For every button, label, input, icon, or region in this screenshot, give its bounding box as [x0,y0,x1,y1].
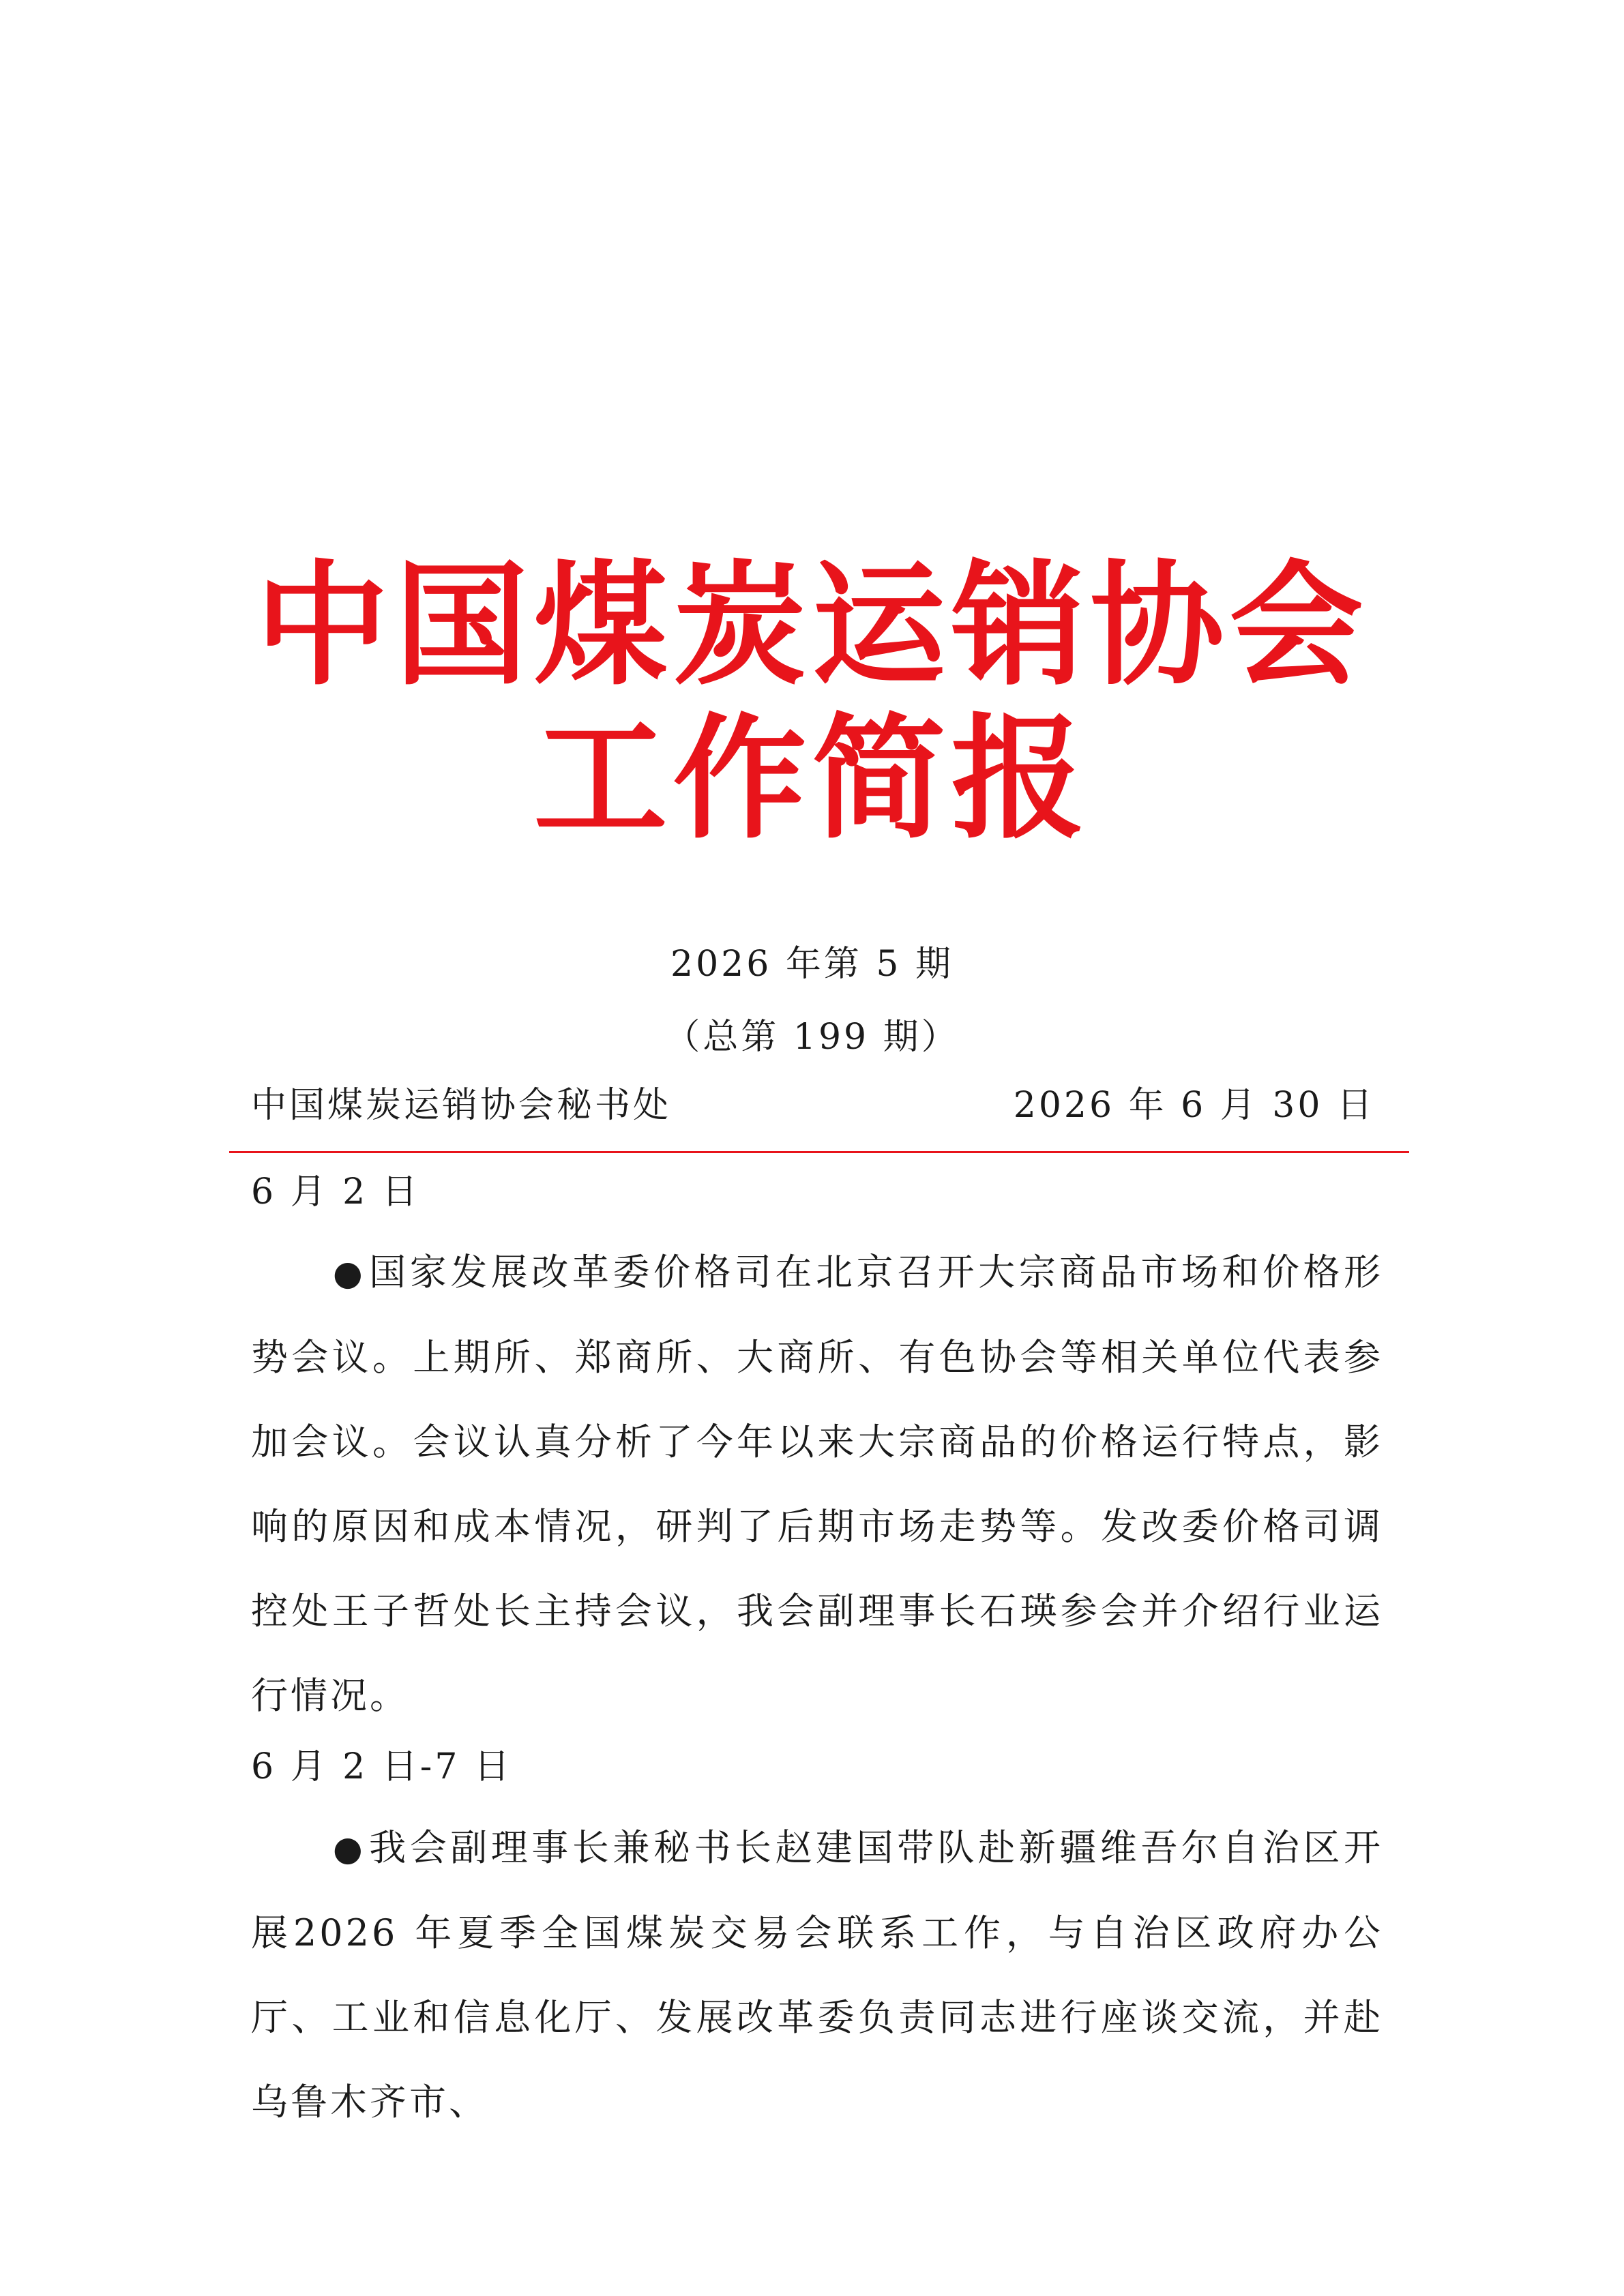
entry-text: 国家发展改革委价格司在北京召开大宗商品市场和价格形势会议。上期所、郑商所、大商所、有色协会等相关单位代表参加会议。会议认真分析了今年以来大宗商品的价格运行特点，影响的原因和成本情况，研判了后期市场走势等。发改委价格司调控处王子哲处长主持会议，我会副理事长石瑛参会并介绍行业运行情况。 [251,1251,1383,1717]
issue-number: 2026 年第 5 期 [670,944,954,985]
entry-date: 6 月 2 日-7 日 [251,1746,512,1787]
entry-text: 我会副理事长兼秘书长赵建国带队赴新疆维吾尔自治区开展2026 年夏季全国煤炭交易会联系工作，与自治区政府办公厅、工业和信息化厅、发展改革委负责同志进行座谈交流，并赴乌鲁木齐市、 [251,1826,1383,2123]
bullet-icon: ● [333,1253,367,1293]
masthead-subtitle: 工作简报 [533,702,1091,857]
header-divider [229,1151,1409,1153]
entry-date: 6 月 2 日 [251,1172,420,1212]
entry-body [251,1806,1383,2145]
publisher: 中国煤炭运销协会秘书处 [251,1085,672,1126]
masthead-title: 中国煤炭运销协会 [255,548,1369,704]
entry-body [251,1230,1383,1738]
total-issue-number: （总第 199 期） [664,1017,960,1058]
publication-date: 2026 年 6 月 30 日 [1013,1085,1375,1126]
bullet-icon: ● [333,1829,367,1868]
